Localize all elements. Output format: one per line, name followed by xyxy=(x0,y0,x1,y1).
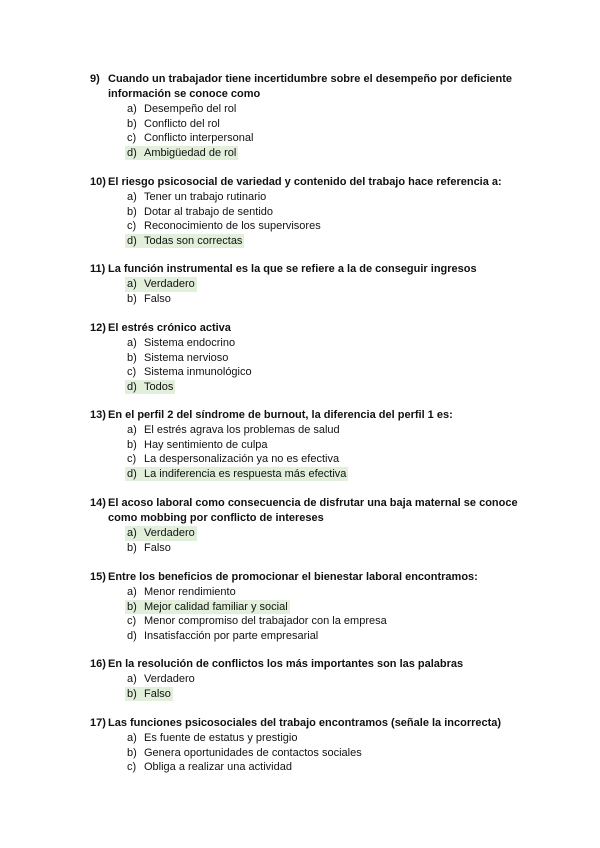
option-a: a) Menor rendimiento xyxy=(127,586,236,598)
question-text: Cuando un trabajador tiene incertidumbre sobre el desempeño por deficiente información se conoce como xyxy=(108,73,513,100)
option-a: a) Sistema endocrino xyxy=(127,337,236,349)
question-11 xyxy=(90,262,530,306)
question-number: 16) xyxy=(90,658,106,670)
option-a-correct: a) Verdadero xyxy=(127,278,195,290)
option-c: c) Reconocimiento de los supervisores xyxy=(127,220,321,233)
question-text: La función instrumental es la que se refiere a la de conseguir ingresos xyxy=(108,263,477,275)
option-d-correct: d) Todas son correctas xyxy=(127,234,243,247)
option-a: a) El estrés agrava los problemas de salud xyxy=(127,424,340,436)
question-number: 11) xyxy=(90,263,106,275)
option-a: a) Es fuente de estatus y prestigio xyxy=(127,732,298,744)
option-b-correct: b) Falso xyxy=(127,687,171,700)
option-b: b) Hay sentimiento de culpa xyxy=(127,438,268,451)
question-text: El riesgo psicosocial de variedad y contenido del trabajo hace referencia a: xyxy=(108,176,502,188)
option-b: b) Sistema nervioso xyxy=(127,351,229,364)
question-text: El estrés crónico activa xyxy=(108,322,231,334)
question-number: 12) xyxy=(90,322,106,334)
question-number: 17) xyxy=(90,717,106,729)
question-number: 14) xyxy=(90,497,106,509)
question-number: 10) xyxy=(90,176,106,188)
option-c: c) Sistema inmunológico xyxy=(127,366,252,379)
option-b-correct: b) Mejor calidad familiar y social xyxy=(127,600,288,613)
question-15 xyxy=(90,570,530,643)
option-b: b) Dotar al trabajo de sentido xyxy=(127,205,274,218)
option-c: c) La despersonalización ya no es efectiva xyxy=(127,453,340,466)
question-number: 15) xyxy=(90,571,106,583)
option-b: b) Genera oportunidades de contactos sociales xyxy=(127,746,362,759)
question-9 xyxy=(90,72,530,160)
option-b: b) Conflicto del rol xyxy=(127,117,220,130)
question-text: En la resolución de conflictos los más importantes son las palabras xyxy=(108,658,464,670)
question-14 xyxy=(90,496,530,555)
question-10 xyxy=(90,175,530,248)
option-c: c) Menor compromiso del trabajador con la empresa xyxy=(127,615,387,628)
option-a-correct: a) Verdadero xyxy=(127,527,195,539)
question-text: En el perfil 2 del síndrome de burnout, la diferencia del perfil 1 es: xyxy=(108,409,453,421)
question-text: El acoso laboral como consecuencia de disfrutar una baja maternal se conoce como mobbing por conflicto de intereses xyxy=(108,497,518,524)
option-b: b) Falso xyxy=(127,292,171,305)
question-13 xyxy=(90,408,530,481)
question-text: Las funciones psicosociales del trabajo encontramos (señale la incorrecta) xyxy=(108,717,502,729)
question-16 xyxy=(90,657,530,701)
question-text: Entre los beneficios de promocionar el bienestar laboral encontramos: xyxy=(108,571,478,583)
option-d-correct: d) La indiferencia es respuesta más efectiva xyxy=(127,467,347,480)
option-d: d) Insatisfacción por parte empresarial xyxy=(127,629,319,642)
option-b: b) Falso xyxy=(127,541,171,554)
option-c: c) Obliga a realizar una actividad xyxy=(127,761,292,774)
question-17 xyxy=(90,716,530,775)
option-a: a) Desempeño del rol xyxy=(127,103,237,115)
question-number: 9) xyxy=(90,73,100,85)
question-12 xyxy=(90,321,530,394)
option-d-correct: d) Ambigüedad de rol xyxy=(127,146,237,159)
option-a: a) Tener un trabajo rutinario xyxy=(127,191,267,203)
option-d-correct: d) Todos xyxy=(127,380,174,393)
option-c: c) Conflicto interpersonal xyxy=(127,132,254,145)
option-a: a) Verdadero xyxy=(127,673,195,685)
question-number: 13) xyxy=(90,409,106,421)
